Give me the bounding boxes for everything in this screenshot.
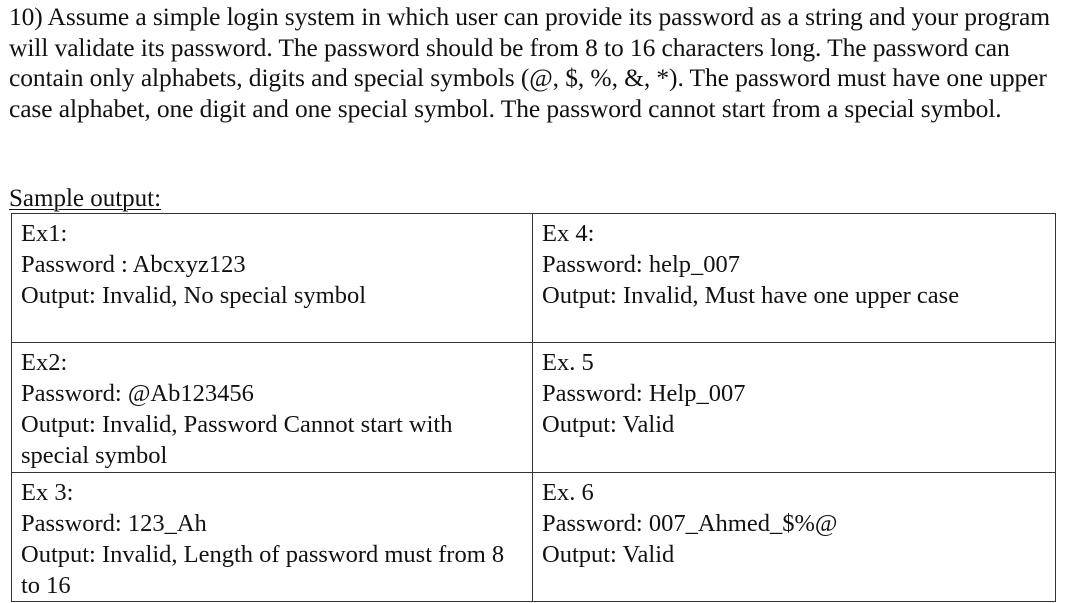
example-cell-2 — [12, 343, 533, 473]
examples-table — [11, 213, 1056, 602]
table-row — [12, 214, 1056, 343]
example-title: Ex1: — [21, 220, 68, 247]
example-output: Output: Invalid, Password Cannot start with special symbol — [21, 411, 453, 469]
example-title: Ex 3: — [21, 479, 74, 506]
example-title: Ex 4: — [542, 220, 595, 247]
example-output: Output: Invalid, No special symbol — [21, 282, 366, 309]
example-password: Password : Abcxyz123 — [21, 251, 246, 278]
example-output: Output: Invalid, Length of password must from 8 to 16 — [21, 541, 505, 599]
table-row — [12, 473, 1056, 602]
question-text: 10) Assume a simple login system in which user can provide its password as a string and your program will validate its password. The password should be from 8 to 16 characters long. The password can contain only alphabets, digits and special symbols (@, $, %, &, *). The password must have one upper case alphabet, one digit and one special symbol. The password cannot start from a special symbol. — [9, 2, 1050, 123]
example-cell-5 — [533, 343, 1056, 473]
table-row — [12, 343, 1056, 473]
example-password: Password: help_007 — [542, 251, 741, 278]
example-password: Password: 123_Ah — [21, 510, 207, 537]
example-cell-3 — [12, 473, 533, 602]
example-password: Password: 007_Ahmed_$%@ — [542, 510, 838, 537]
example-title: Ex. 6 — [542, 479, 594, 506]
example-cell-4 — [533, 214, 1056, 343]
example-password: Password: Help_007 — [542, 380, 746, 407]
example-output: Output: Valid — [542, 411, 675, 438]
example-password: Password: @Ab123456 — [21, 380, 254, 407]
example-output: Output: Invalid, Must have one upper case — [542, 282, 960, 309]
example-cell-1 — [12, 214, 533, 343]
sample-output-heading: Sample output: — [9, 185, 162, 212]
example-output: Output: Valid — [542, 541, 675, 568]
example-title: Ex2: — [21, 349, 68, 376]
example-cell-6 — [533, 473, 1056, 602]
example-title: Ex. 5 — [542, 349, 594, 376]
